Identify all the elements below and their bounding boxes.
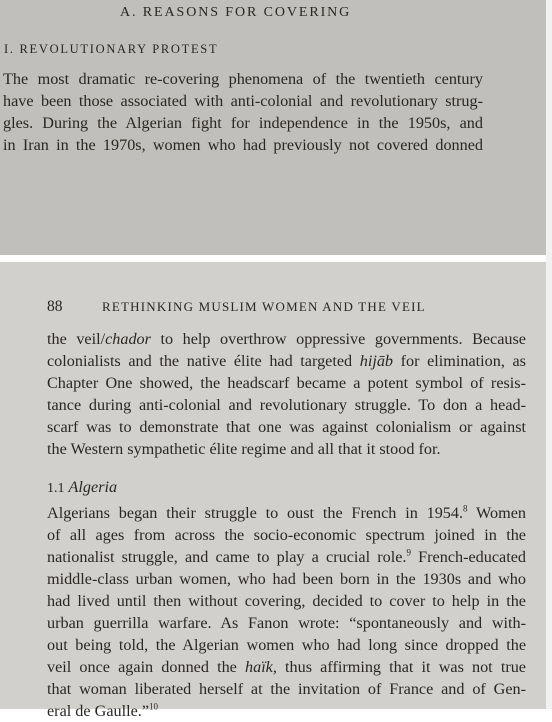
body-line: the Western sympathetic élite regime and all that it stood for. (47, 440, 441, 458)
text-run: to help overthrow oppressive governments. Because (150, 330, 526, 348)
text-run: Algerians began their struggle to oust the French in 1954. (47, 504, 464, 522)
body-line: urban guerrilla warfare. As Fanon wrote: “spontaneously and with- (47, 614, 526, 632)
footnote-marker[interactable]: 9 (406, 547, 411, 558)
page-number: 88 (47, 298, 63, 315)
body-line (47, 700, 158, 722)
body-line: tance during anti-colonial and revolutionary struggle. To don a head- (47, 396, 526, 414)
body-line (47, 350, 526, 372)
body-line: Chapter One showed, the headscarf became a potent symbol of resis- (47, 374, 526, 392)
text-run: colonialists and the native élite had targeted (47, 352, 360, 370)
body-line: out being told, the Algerian women who had long since dropped the (47, 636, 526, 654)
body-line (47, 656, 526, 678)
section-heading: A. REASONS FOR COVERING (120, 5, 352, 20)
text-run: the veil/ (47, 330, 106, 348)
running-head: RETHINKING MUSLIM WOMEN AND THE VEIL (102, 299, 426, 314)
italic-term: chador (105, 330, 151, 348)
body-line: of all ages from across the socio-economic spectrum joined in the (47, 526, 526, 544)
text-run: Women (467, 504, 526, 522)
body-line: middle-class urban women, who had been born in the 1930s and who (47, 570, 526, 588)
page-edge (546, 0, 552, 709)
text-run: veil once again donned the (47, 658, 245, 676)
body-line: in Iran in the 1970s, women who had previously not covered donned (3, 136, 483, 154)
body-line: that woman liberated herself at the invitation of France and of Gen- (47, 680, 526, 698)
text-run: eral de Gaulle.” (47, 702, 150, 720)
footnote-marker[interactable]: 10 (149, 701, 159, 712)
subheading-title: Algeria (68, 478, 118, 496)
top-page-fragment (0, 0, 546, 255)
body-line (47, 502, 526, 524)
subheading-number: 1.1 (47, 481, 65, 496)
text-run: nationalist struggle, and came to play a crucial role. (47, 548, 407, 566)
text-run: for elimination, as (393, 352, 526, 370)
body-line (47, 328, 526, 350)
italic-term: hijāb (359, 352, 394, 370)
body-line: have been those associated with anti-colonial and revolutionary strug- (3, 92, 483, 110)
italic-term: haïk (245, 658, 273, 676)
body-line: gles. During the Algerian fight for independence in the 1950s, and (3, 114, 483, 132)
subheading (47, 476, 117, 500)
footnote-marker[interactable]: 8 (463, 503, 468, 514)
body-line: The most dramatic re-covering phenomena of the twentieth century (3, 70, 483, 88)
body-line (47, 546, 526, 568)
bottom-page-fragment (0, 262, 546, 720)
text-run: , thus affirming that it was not true (272, 658, 526, 676)
body-line: scarf was to demonstrate that one was against colonialism or against (47, 418, 526, 436)
subsection-heading: I. REVOLUTIONARY PROTEST (4, 42, 219, 56)
body-line: had lived until then without covering, decided to cover to help in the (47, 592, 526, 610)
text-run: French-educated (410, 548, 527, 566)
